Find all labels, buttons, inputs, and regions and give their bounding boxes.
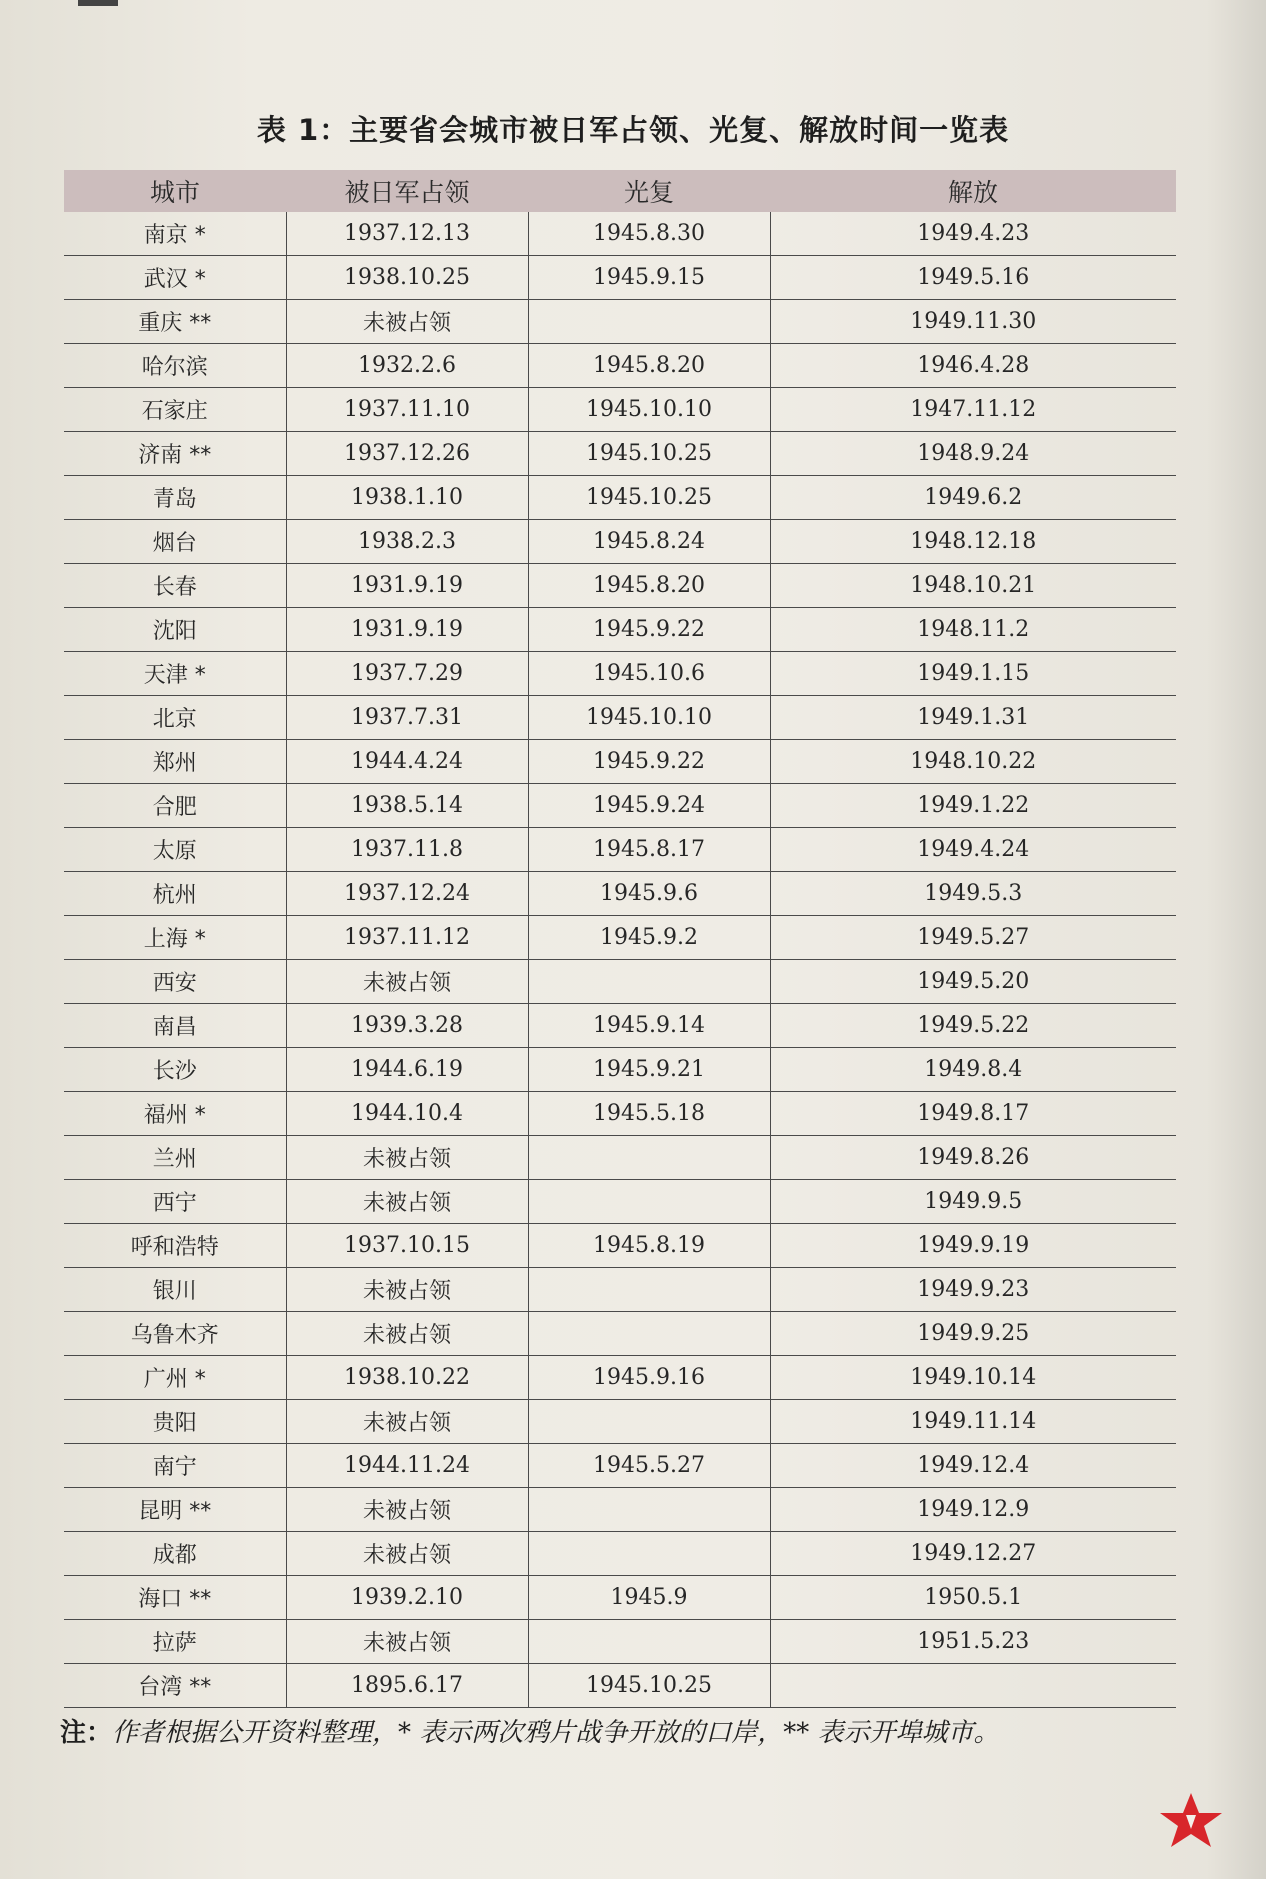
table-row [64, 608, 1176, 652]
recovered-date-cell: 1945.8.24 [528, 520, 770, 564]
liberated-date-cell: 1949.6.2 [770, 476, 1176, 520]
occupied-date-cell: 未被占领 [286, 1620, 528, 1664]
city-timeline-table [64, 170, 1176, 1708]
occupied-date-cell: 1944.4.24 [286, 740, 528, 784]
header-liberated: 解放 [770, 170, 1176, 212]
city-cell: 长春 [64, 564, 286, 608]
recovered-date-cell: 1945.10.25 [528, 432, 770, 476]
occupied-date-cell: 1937.12.24 [286, 872, 528, 916]
occupied-date-cell: 1938.10.22 [286, 1356, 528, 1400]
city-cell: 太原 [64, 828, 286, 872]
table-row [64, 1400, 1176, 1444]
city-cell: 长沙 [64, 1048, 286, 1092]
liberated-date-cell: 1949.1.22 [770, 784, 1176, 828]
recovered-date-cell: 1945.9.24 [528, 784, 770, 828]
liberated-date-cell: 1949.9.5 [770, 1180, 1176, 1224]
recovered-date-cell: 1945.8.20 [528, 564, 770, 608]
occupied-date-cell: 1895.6.17 [286, 1664, 528, 1708]
table-row [64, 784, 1176, 828]
recovered-date-cell: 1945.5.18 [528, 1092, 770, 1136]
liberated-date-cell: 1949.5.27 [770, 916, 1176, 960]
occupied-date-cell: 1944.11.24 [286, 1444, 528, 1488]
occupied-date-cell: 1937.10.15 [286, 1224, 528, 1268]
occupied-date-cell: 1938.10.25 [286, 256, 528, 300]
table-row [64, 828, 1176, 872]
table-row [64, 1268, 1176, 1312]
table-note [60, 1710, 1200, 1756]
occupied-date-cell: 未被占领 [286, 1312, 528, 1356]
city-cell: 南宁 [64, 1444, 286, 1488]
occupied-date-cell: 未被占领 [286, 300, 528, 344]
page-fold-shadow [1206, 0, 1266, 1879]
occupied-date-cell: 1937.11.12 [286, 916, 528, 960]
table-row [64, 1004, 1176, 1048]
occupied-date-cell: 1937.12.26 [286, 432, 528, 476]
table-title: 表 1：主要省会城市被日军占领、光复、解放时间一览表 [256, 113, 1010, 147]
recovered-date-cell: 1945.9.14 [528, 1004, 770, 1048]
recovered-date-cell: 1945.10.10 [528, 388, 770, 432]
liberated-date-cell: 1949.5.3 [770, 872, 1176, 916]
table-row [64, 1224, 1176, 1268]
liberated-date-cell: 1949.8.26 [770, 1136, 1176, 1180]
occupied-date-cell: 未被占领 [286, 960, 528, 1004]
recovered-date-cell [528, 1532, 770, 1576]
occupied-date-cell: 1937.11.10 [286, 388, 528, 432]
liberated-date-cell: 1949.5.20 [770, 960, 1176, 1004]
occupied-date-cell: 1937.12.13 [286, 212, 528, 256]
recovered-date-cell [528, 1620, 770, 1664]
occupied-date-cell: 1938.2.3 [286, 520, 528, 564]
liberated-date-cell: 1949.12.4 [770, 1444, 1176, 1488]
liberated-date-cell: 1949.8.4 [770, 1048, 1176, 1092]
recovered-date-cell: 1945.10.10 [528, 696, 770, 740]
occupied-date-cell: 1937.7.31 [286, 696, 528, 740]
table-row [64, 212, 1176, 256]
table-row [64, 432, 1176, 476]
city-cell: 烟台 [64, 520, 286, 564]
city-cell: 拉萨 [64, 1620, 286, 1664]
occupied-date-cell: 1932.2.6 [286, 344, 528, 388]
recovered-date-cell: 1945.8.20 [528, 344, 770, 388]
table-row [64, 740, 1176, 784]
liberated-date-cell: 1949.12.9 [770, 1488, 1176, 1532]
table-row [64, 872, 1176, 916]
table-row [64, 300, 1176, 344]
liberated-date-cell [770, 1664, 1176, 1708]
table-row [64, 1444, 1176, 1488]
recovered-date-cell: 1945.8.17 [528, 828, 770, 872]
recovered-date-cell [528, 1312, 770, 1356]
recovered-date-cell [528, 300, 770, 344]
table-row [64, 1532, 1176, 1576]
city-cell: 银川 [64, 1268, 286, 1312]
recovered-date-cell: 1945.5.27 [528, 1444, 770, 1488]
recovered-date-cell: 1945.9.16 [528, 1356, 770, 1400]
city-cell: 广州 * [64, 1356, 286, 1400]
table-row [64, 564, 1176, 608]
liberated-date-cell: 1949.11.14 [770, 1400, 1176, 1444]
table-header-row [64, 170, 1176, 212]
recovered-date-cell: 1945.9.22 [528, 740, 770, 784]
header-recovered: 光复 [528, 170, 770, 212]
recovered-date-cell [528, 1180, 770, 1224]
star-logo-icon [1156, 1789, 1226, 1849]
table-row [64, 1312, 1176, 1356]
liberated-date-cell: 1949.5.22 [770, 1004, 1176, 1048]
recovered-date-cell: 1945.9.22 [528, 608, 770, 652]
table-row [64, 1620, 1176, 1664]
recovered-date-cell: 1945.10.25 [528, 1664, 770, 1708]
recovered-date-cell: 1945.9.2 [528, 916, 770, 960]
city-cell: 呼和浩特 [64, 1224, 286, 1268]
table-row [64, 696, 1176, 740]
table-row [64, 960, 1176, 1004]
recovered-date-cell: 1945.9.6 [528, 872, 770, 916]
table-row [64, 916, 1176, 960]
table-row [64, 1664, 1176, 1708]
city-cell: 贵阳 [64, 1400, 286, 1444]
recovered-date-cell [528, 1400, 770, 1444]
occupied-date-cell: 1937.7.29 [286, 652, 528, 696]
note-label: 注： [60, 1718, 113, 1748]
occupied-date-cell: 未被占领 [286, 1136, 528, 1180]
recovered-date-cell: 1945.9 [528, 1576, 770, 1620]
liberated-date-cell: 1949.5.16 [770, 256, 1176, 300]
table-row [64, 1092, 1176, 1136]
liberated-date-cell: 1949.11.30 [770, 300, 1176, 344]
city-cell: 成都 [64, 1532, 286, 1576]
liberated-date-cell: 1947.11.12 [770, 388, 1176, 432]
occupied-date-cell: 1944.10.4 [286, 1092, 528, 1136]
city-cell: 杭州 [64, 872, 286, 916]
liberated-date-cell: 1949.1.31 [770, 696, 1176, 740]
note-text: 作者根据公开资料整理，* 表示两次鸦片战争开放的口岸，** 表示开埠城市。 [112, 1718, 1000, 1748]
table-row [64, 1576, 1176, 1620]
occupied-date-cell: 未被占领 [286, 1400, 528, 1444]
occupied-date-cell: 未被占领 [286, 1180, 528, 1224]
liberated-date-cell: 1949.1.15 [770, 652, 1176, 696]
city-cell: 重庆 ** [64, 300, 286, 344]
recovered-date-cell: 1945.8.30 [528, 212, 770, 256]
occupied-date-cell: 1937.11.8 [286, 828, 528, 872]
recovered-date-cell [528, 1488, 770, 1532]
liberated-date-cell: 1948.12.18 [770, 520, 1176, 564]
liberated-date-cell: 1948.9.24 [770, 432, 1176, 476]
liberated-date-cell: 1951.5.23 [770, 1620, 1176, 1664]
recovered-date-cell: 1945.9.15 [528, 256, 770, 300]
liberated-date-cell: 1949.9.19 [770, 1224, 1176, 1268]
city-cell: 沈阳 [64, 608, 286, 652]
occupied-date-cell: 未被占领 [286, 1532, 528, 1576]
liberated-date-cell: 1948.10.22 [770, 740, 1176, 784]
city-cell: 乌鲁木齐 [64, 1312, 286, 1356]
table-row [64, 1488, 1176, 1532]
liberated-date-cell: 1948.11.2 [770, 608, 1176, 652]
city-cell: 昆明 ** [64, 1488, 286, 1532]
liberated-date-cell: 1949.12.27 [770, 1532, 1176, 1576]
table-row [64, 344, 1176, 388]
table-row [64, 1180, 1176, 1224]
recovered-date-cell [528, 1136, 770, 1180]
table-row [64, 1356, 1176, 1400]
liberated-date-cell: 1946.4.28 [770, 344, 1176, 388]
table-row [64, 652, 1176, 696]
liberated-date-cell: 1949.10.14 [770, 1356, 1176, 1400]
city-cell: 天津 * [64, 652, 286, 696]
liberated-date-cell: 1949.9.25 [770, 1312, 1176, 1356]
recovered-date-cell: 1945.9.21 [528, 1048, 770, 1092]
occupied-date-cell: 1931.9.19 [286, 564, 528, 608]
occupied-date-cell: 1938.5.14 [286, 784, 528, 828]
city-cell: 哈尔滨 [64, 344, 286, 388]
recovered-date-cell [528, 960, 770, 1004]
city-cell: 兰州 [64, 1136, 286, 1180]
city-cell: 上海 * [64, 916, 286, 960]
table-row [64, 388, 1176, 432]
occupied-date-cell: 1938.1.10 [286, 476, 528, 520]
occupied-date-cell: 1939.2.10 [286, 1576, 528, 1620]
city-cell: 武汉 * [64, 256, 286, 300]
occupied-date-cell: 1944.6.19 [286, 1048, 528, 1092]
table-row [64, 1136, 1176, 1180]
occupied-date-cell: 1931.9.19 [286, 608, 528, 652]
city-cell: 郑州 [64, 740, 286, 784]
header-city: 城市 [64, 170, 286, 212]
recovered-date-cell: 1945.10.6 [528, 652, 770, 696]
city-cell: 石家庄 [64, 388, 286, 432]
liberated-date-cell: 1949.8.17 [770, 1092, 1176, 1136]
city-cell: 西安 [64, 960, 286, 1004]
city-cell: 台湾 ** [64, 1664, 286, 1708]
table-row [64, 476, 1176, 520]
occupied-date-cell: 1939.3.28 [286, 1004, 528, 1048]
recovered-date-cell [528, 1268, 770, 1312]
page-header-mark [78, 0, 118, 6]
occupied-date-cell: 未被占领 [286, 1268, 528, 1312]
city-cell: 济南 ** [64, 432, 286, 476]
city-cell: 北京 [64, 696, 286, 740]
liberated-date-cell: 1948.10.21 [770, 564, 1176, 608]
city-cell: 青岛 [64, 476, 286, 520]
table-row [64, 1048, 1176, 1092]
occupied-date-cell: 未被占领 [286, 1488, 528, 1532]
header-occupied: 被日军占领 [286, 170, 528, 212]
recovered-date-cell: 1945.8.19 [528, 1224, 770, 1268]
liberated-date-cell: 1949.4.23 [770, 212, 1176, 256]
recovered-date-cell: 1945.10.25 [528, 476, 770, 520]
liberated-date-cell: 1949.4.24 [770, 828, 1176, 872]
city-cell: 海口 ** [64, 1576, 286, 1620]
table-row [64, 520, 1176, 564]
city-cell: 南京 * [64, 212, 286, 256]
liberated-date-cell: 1950.5.1 [770, 1576, 1176, 1620]
city-cell: 南昌 [64, 1004, 286, 1048]
city-cell: 合肥 [64, 784, 286, 828]
liberated-date-cell: 1949.9.23 [770, 1268, 1176, 1312]
city-cell: 福州 * [64, 1092, 286, 1136]
city-cell: 西宁 [64, 1180, 286, 1224]
table-row [64, 256, 1176, 300]
